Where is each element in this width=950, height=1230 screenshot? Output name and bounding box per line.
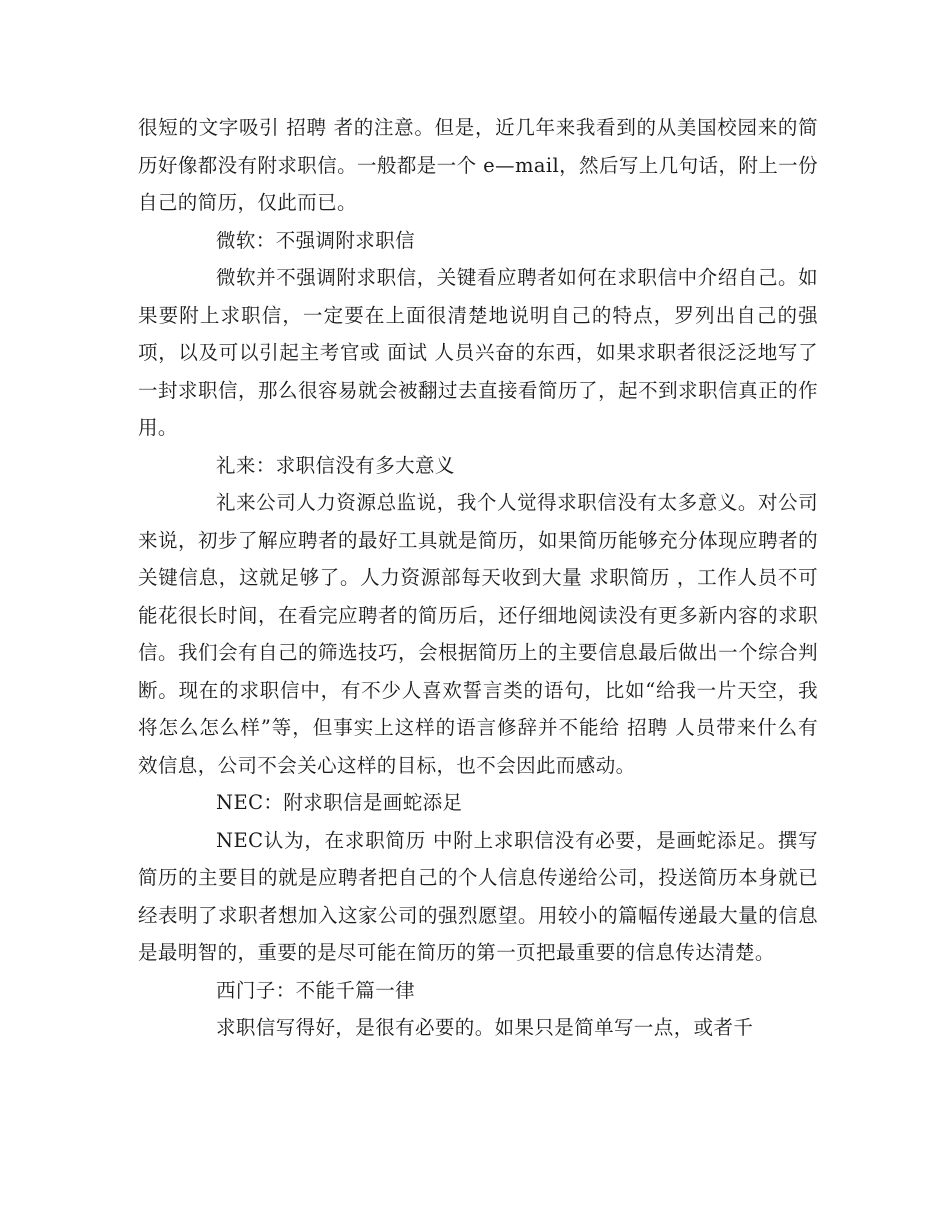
paragraph-lilly: 礼来公司人力资源总监说，我个人觉得求职信没有太多意义。对公司来说，初步了解应聘者的最好工具就是简历，如果简历能够充分体现应聘者的关键信息，这就足够了。人力资源部每天收到大量 求职简历 ，工作人员不可能花很长时间，在看完应聘者的简历后，还仔细地阅读没有更多新内容的求职信。我们会有自己的筛选技巧，会根据简历上的主要信息最后做出一个综合判断。现在的求职信中，有不少人喜欢誓言类的语句，比如“给我一片天空，我将怎么怎么样”等，但事实上这样的语言修辞并不能给 招聘 人员带来什么有效信息，公司不会关心这样的目标，也不会因此而感动。 [138, 491, 818, 777]
paragraph-nec: NEC认为，在求职简历 中附上求职信没有必要，是画蛇添足。撰写简历的主要目的就是应聘者把自己的个人信息传递给公司，投送简历本身就已经表明了求职者想加入这家公司的强烈愿望。用较小的篇幅传递最大量的信息是最明智的，重要的是尽可能在简历的第一页把最重要的信息传达清楚。 [138, 828, 818, 964]
paragraph-siemens: 求职信写得好，是很有必要的。如果只是简单写一点，或者千 [216, 1016, 754, 1039]
section-heading-lilly: 礼来：求职信没有多大意义 [216, 453, 455, 477]
document-body [138, 109, 818, 1047]
section-heading-nec: NEC：附求职信是画蛇添足 [216, 791, 463, 814]
paragraph-microsoft: 微软并不强调附求职信，关键看应聘者如何在求职信中介绍自己。如果要附上求职信，一定要在上面很清楚地说明自己的特点，罗列出自己的强项，以及可以引起主考官或 面试 人员兴奋的东西，如果求职者很泛泛地写了一封求职信，那么很容易就会被翻过去直接看简历了，起不到求职信真正的作用。 [138, 266, 818, 439]
paragraph-intro-continuation: 很短的文字吸引 招聘 者的注意。但是，近几年来我看到的从美国校园来的简历好像都没有附求职信。一般都是一个 e—mail，然后写上几句话，附上一份自己的简历，仅此而已。 [138, 116, 818, 214]
section-heading-siemens: 西门子：不能千篇一律 [216, 978, 416, 1002]
section-heading-microsoft: 微软：不强调附求职信 [216, 228, 416, 252]
